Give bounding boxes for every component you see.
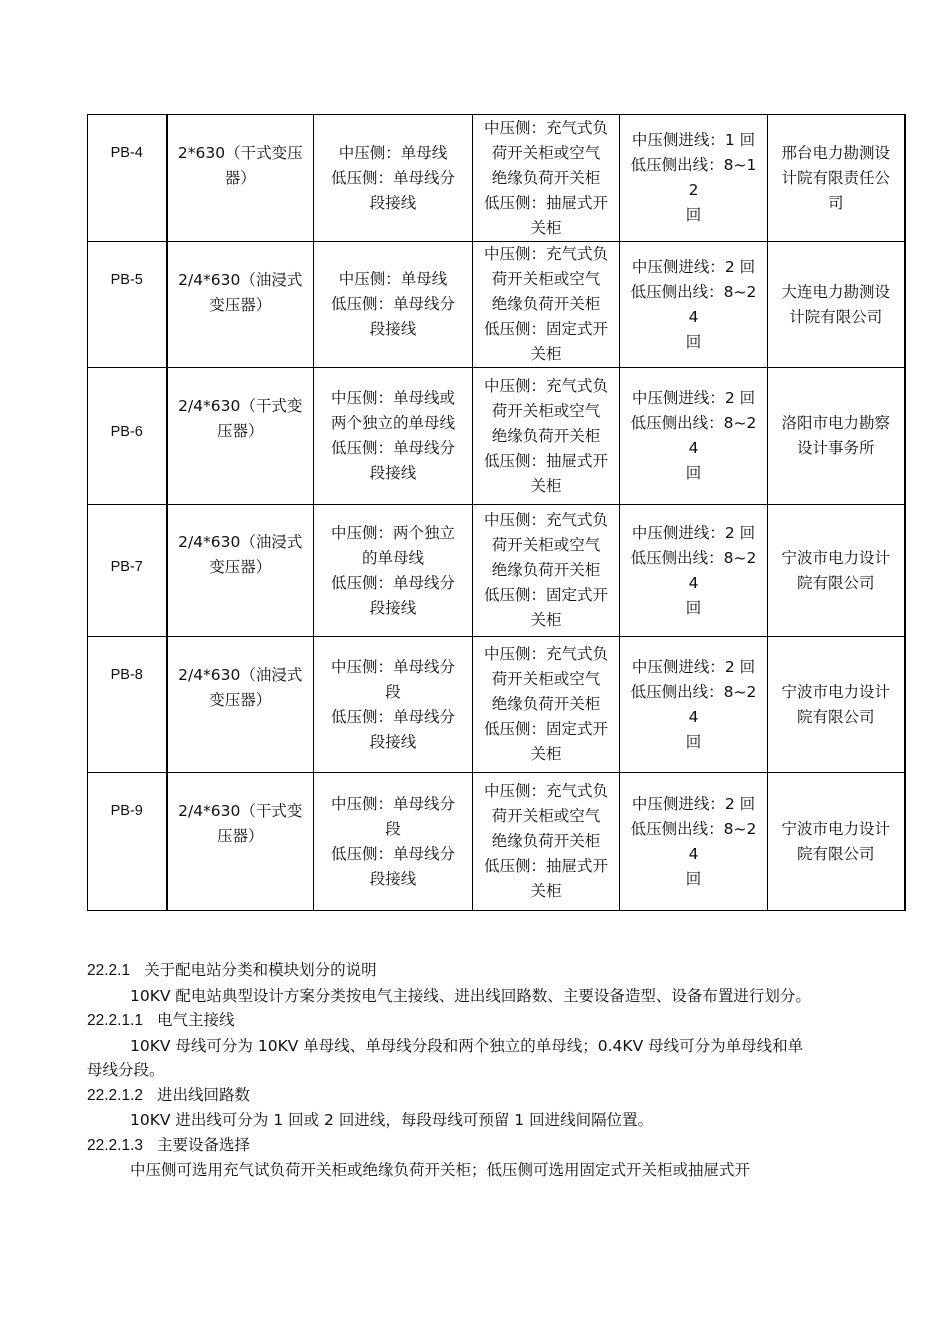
transformer-capacity-cell: 2/4*630（油浸式 变压器） xyxy=(167,637,314,773)
table-row xyxy=(88,505,905,637)
section-heading-22-2-1-1 xyxy=(87,1008,817,1034)
switchgear-cell: 中压侧：充气式负 荷开关柜或空气 绝缘负荷开关柜 低压侧：抽屉式开 关柜 xyxy=(473,773,620,911)
transformer-capacity-cell: 2/4*630（干式变 压器） xyxy=(167,368,314,505)
section-paragraph: 10KV 配电站典型设计方案分类按电气主接线、进出线回路数、主要设备造型、设备布置进行划分。 xyxy=(130,986,811,1005)
section-number: 22.2.1 xyxy=(87,962,131,979)
scheme-code-cell: PB-6 xyxy=(88,368,167,505)
switchgear-cell: 中压侧：充气式负 荷开关柜或空气 绝缘负荷开关柜 低压侧：抽屉式开 关柜 xyxy=(473,115,620,242)
section-heading-22-2-1-3 xyxy=(87,1133,817,1159)
substation-scheme-table xyxy=(87,114,906,911)
table-row xyxy=(88,773,905,911)
section-number: 22.2.1.1 xyxy=(87,1012,144,1029)
switchgear-cell: 中压侧：充气式负 荷开关柜或空气 绝缘负荷开关柜 低压侧：固定式开 关柜 xyxy=(473,505,620,637)
incoming-outgoing-cell: 中压侧进线：2 回 低压侧出线：8~24 回 xyxy=(620,773,768,911)
main-wiring-cell: 中压侧：单母线 低压侧：单母线分 段接线 xyxy=(314,115,473,242)
incoming-outgoing-cell: 中压侧进线：1 回 低压侧出线：8~12 回 xyxy=(620,115,768,242)
switchgear-cell: 中压侧：充气式负 荷开关柜或空气 绝缘负荷开关柜 低压侧：抽屉式开 关柜 xyxy=(473,368,620,505)
incoming-outgoing-cell: 中压侧进线：2 回 低压侧出线：8~24 回 xyxy=(620,505,768,637)
main-wiring-cell: 中压侧：单母线分 段 低压侧：单母线分 段接线 xyxy=(314,773,473,911)
transformer-capacity-cell: 2/4*630（油浸式 变压器） xyxy=(167,505,314,637)
transformer-capacity-cell: 2/4*630（干式变 压器） xyxy=(167,773,314,911)
section-paragraph: 10KV 母线可分为 10KV 单母线、单母线分段和两个独立的单母线；0.4KV 母线可分为单母线和单母线分段。 xyxy=(87,1036,804,1079)
table-body xyxy=(88,115,905,911)
section-title: 电气主接线 xyxy=(157,1011,235,1029)
section-number: 22.2.1.2 xyxy=(87,1086,144,1104)
transformer-capacity-cell: 2/4*630（油浸式 变压器） xyxy=(167,242,314,368)
section-heading-22-2-1-2 xyxy=(87,1083,817,1109)
section-paragraph: 10KV 进出线可分为 1 回或 2 回进线，每段母线可预留 1 回进线间隔位置。 xyxy=(130,1111,654,1129)
scheme-code-cell: PB-9 xyxy=(88,773,167,911)
incoming-outgoing-cell: 中压侧进线：2 回 低压侧出线：8~24 回 xyxy=(620,368,768,505)
section-paragraph: 中压侧可选用充气试负荷开关柜或绝缘负荷开关柜；低压侧可选用固定式开关柜或抽屉式开 xyxy=(130,1161,751,1179)
design-institute-cell: 宁波市电力设计 院有限公司 xyxy=(768,637,905,773)
design-institute-cell: 宁波市电力设计 院有限公司 xyxy=(768,773,905,911)
design-institute-cell: 洛阳市电力勘察 设计事务所 xyxy=(768,368,905,505)
table-row xyxy=(88,637,905,773)
switchgear-cell: 中压侧：充气式负 荷开关柜或空气 绝缘负荷开关柜 低压侧：固定式开 关柜 xyxy=(473,242,620,368)
section-number: 22.2.1.3 xyxy=(87,1136,144,1154)
main-wiring-cell: 中压侧：两个独立 的单母线 低压侧：单母线分 段接线 xyxy=(314,505,473,637)
table-row xyxy=(88,115,905,242)
design-institute-cell: 大连电力勘测设 计院有限公司 xyxy=(768,242,905,368)
section-title: 进出线回路数 xyxy=(157,1085,251,1104)
table-row xyxy=(88,368,905,505)
scheme-code-cell: PB-7 xyxy=(88,505,167,637)
switchgear-cell: 中压侧：充气式负 荷开关柜或空气 绝缘负荷开关柜 低压侧：固定式开 关柜 xyxy=(473,637,620,773)
main-wiring-cell: 中压侧：单母线或 两个独立的单母线 低压侧：单母线分 段接线 xyxy=(314,368,473,505)
incoming-outgoing-cell: 中压侧进线：2 回 低压侧出线：8~24 回 xyxy=(620,637,768,773)
section-heading-22-2-1 xyxy=(87,958,817,984)
table-row xyxy=(88,242,905,368)
scheme-code-cell: PB-5 xyxy=(88,242,167,368)
section-text xyxy=(87,958,817,1183)
design-institute-cell: 邢台电力勘测设 计院有限责任公 司 xyxy=(768,115,905,242)
scheme-code-cell: PB-4 xyxy=(88,115,167,242)
section-title: 关于配电站分类和模块划分的说明 xyxy=(144,961,377,979)
section-title: 主要设备选择 xyxy=(157,1135,251,1154)
scheme-code-cell: PB-8 xyxy=(88,637,167,773)
transformer-capacity-cell: 2*630（干式变压 器） xyxy=(167,115,314,242)
incoming-outgoing-cell: 中压侧进线：2 回 低压侧出线：8~24 回 xyxy=(620,242,768,368)
main-wiring-cell: 中压侧：单母线分 段 低压侧：单母线分 段接线 xyxy=(314,637,473,773)
design-institute-cell: 宁波市电力设计 院有限公司 xyxy=(768,505,905,637)
main-wiring-cell: 中压侧：单母线 低压侧：单母线分 段接线 xyxy=(314,242,473,368)
